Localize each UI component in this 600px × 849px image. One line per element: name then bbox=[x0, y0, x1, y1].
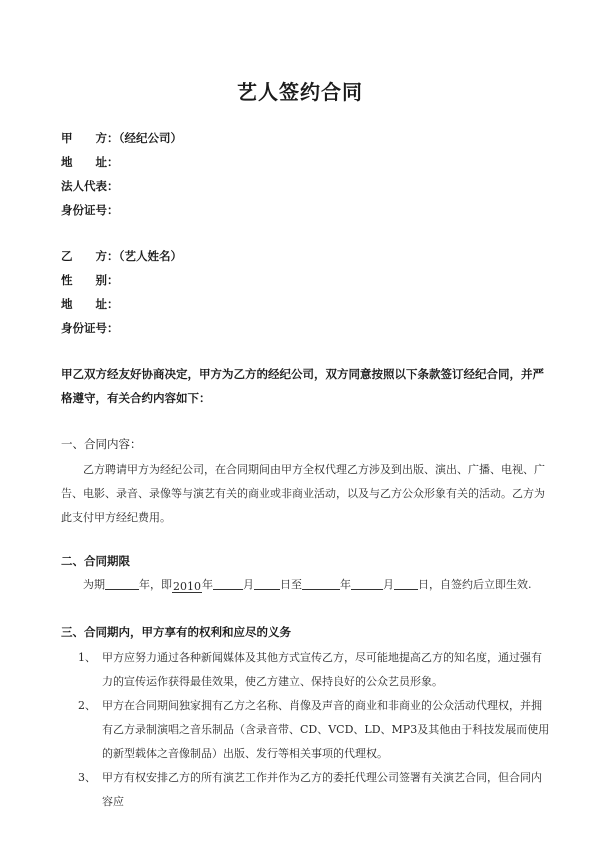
document-title: 艺人签约合同 bbox=[237, 80, 363, 104]
term-start-month-unit: 月 bbox=[243, 578, 254, 591]
section-2-heading: 二、合同期限 bbox=[61, 554, 130, 568]
contract-term-line bbox=[61, 576, 573, 593]
party-b-name-row bbox=[61, 244, 182, 268]
list-item-number: 3、 bbox=[78, 771, 96, 784]
term-end-year-unit: 年 bbox=[340, 578, 351, 591]
party-a-address-label: 地 址： bbox=[61, 155, 119, 169]
party-a-name-row bbox=[61, 126, 182, 150]
term-end-day-blank[interactable] bbox=[394, 577, 418, 590]
list-item-number: 2、 bbox=[78, 699, 96, 712]
term-years-blank[interactable] bbox=[105, 577, 139, 590]
term-prefix: 为期 bbox=[83, 578, 105, 591]
list-item bbox=[72, 694, 552, 766]
party-b-name-label: 乙 方： bbox=[61, 249, 119, 263]
list-item-text: 甲方有权安排乙方的所有演艺工作并作为乙方的委托代理公司签署有关演艺合同，但合同内容应 bbox=[102, 771, 542, 808]
party-a-name-value: （经纪公司） bbox=[113, 131, 182, 145]
term-start-year[interactable]: 2010 bbox=[173, 580, 201, 593]
section-1-heading: 一、合同内容： bbox=[61, 437, 142, 451]
list-item-text: 甲方在合同期间独家拥有乙方之名称、肖像及声音的商业和非商业的公众活动代理权，并拥有乙方录制演唱之音乐制品（含录音带、CD、VCD、LD、MP3及其他由于科技发展而使用的新型载体之音像制品）出版、发行等相关事项的代理权。 bbox=[102, 699, 550, 760]
party-b-gender-row bbox=[61, 268, 182, 292]
term-start-day-blank[interactable] bbox=[254, 577, 280, 590]
section-3-heading: 三、合同期内，甲方享有的权利和应尽的义务 bbox=[61, 625, 291, 639]
party-b-gender-label: 性 别： bbox=[61, 273, 119, 287]
term-end-day-unit: 日，自签约后立即生效. bbox=[418, 578, 532, 591]
party-a-name-label: 甲 方： bbox=[61, 131, 119, 145]
party-b-block bbox=[61, 244, 182, 340]
list-item-number: 1、 bbox=[78, 651, 96, 664]
list-item-text: 甲方应努力通过各种新闻媒体及其他方式宣传乙方，尽可能地提高乙方的知名度，通过强有力的宣传运作获得最佳效果，使乙方建立、保持良好的公众艺员形象。 bbox=[102, 651, 542, 688]
term-years-unit: 年，即 bbox=[139, 578, 172, 591]
party-b-address-label: 地 址： bbox=[61, 297, 119, 311]
term-start-month-blank[interactable] bbox=[213, 577, 243, 590]
section-3-list bbox=[72, 646, 552, 814]
term-start-year-unit: 年 bbox=[202, 578, 213, 591]
contract-intro: 甲乙双方经友好协商决定，甲方为乙方的经纪公司，双方同意按照以下条款签订经纪合同，并严格遵守，有关合约内容如下： bbox=[61, 367, 544, 405]
party-a-legal-rep-label: 法人代表： bbox=[61, 179, 119, 193]
term-start-day-unit: 日至 bbox=[280, 578, 302, 591]
party-b-name-value: （艺人姓名） bbox=[113, 249, 182, 263]
party-a-block bbox=[61, 126, 182, 222]
party-a-id-label: 身份证号： bbox=[61, 203, 119, 217]
party-a-legal-rep-row bbox=[61, 174, 182, 198]
term-end-year-blank[interactable] bbox=[302, 577, 340, 590]
section-1-body: 乙方聘请甲方为经纪公司，在合同期间由甲方全权代理乙方涉及到出版、演出、广播、电视、广告、电影、录音、录像等与演艺有关的商业或非商业活动，以及与乙方公众形象有关的活动。乙方为此支付甲方经纪费用。 bbox=[61, 463, 545, 524]
term-end-month-unit: 月 bbox=[383, 578, 394, 591]
list-item bbox=[72, 766, 552, 814]
list-item bbox=[72, 646, 552, 694]
term-end-month-blank[interactable] bbox=[351, 577, 383, 590]
party-a-address-row bbox=[61, 150, 182, 174]
party-b-address-row bbox=[61, 292, 182, 316]
party-a-id-row bbox=[61, 198, 182, 222]
party-b-id-row bbox=[61, 316, 182, 340]
party-b-id-label: 身份证号： bbox=[61, 321, 119, 335]
